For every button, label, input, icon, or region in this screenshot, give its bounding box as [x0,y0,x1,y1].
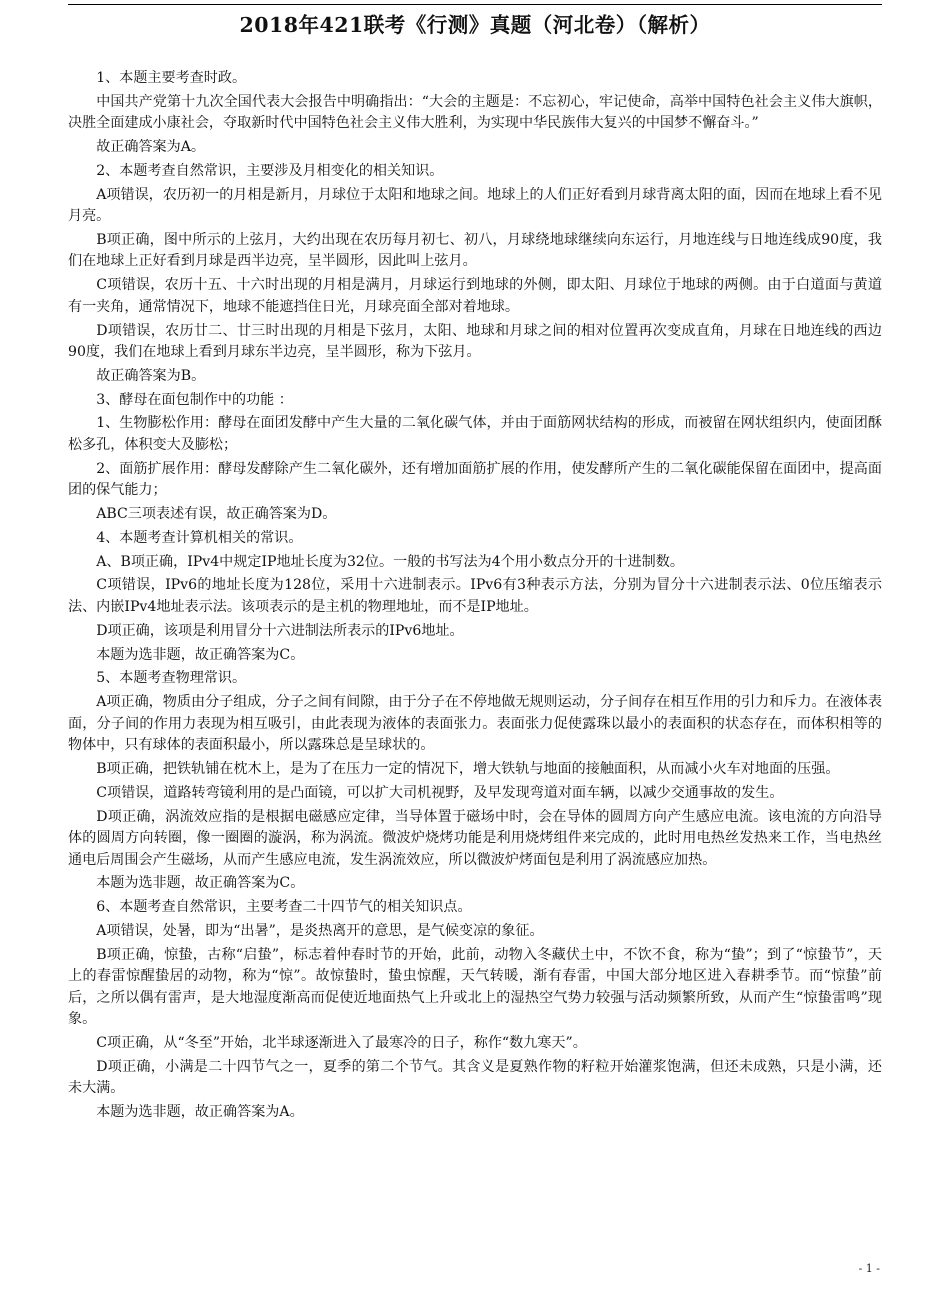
paragraph: D项正确，该项是利用冒分十六进制法所表示的IPv6地址。 [96,622,464,639]
paragraph: B项正确，惊蛰，古称“启蛰”，标志着仲春时节的开始，此前，动物入冬藏伏土中，不饮不食，称为“蛰”；到了“惊蛰节”，天上的春雷惊醒蛰居的动物，称为“惊”。故惊蛰时，蛰虫惊醒，天气转暖，渐有春雷，中国大部分地区进入春耕季节。而“惊蛰”前后，之所以偶有雷声，是大地湿度渐高而促使近地面热气上升或北上的湿热空气势力较强与活动频繁所致，从而产生“惊蛰雷鸣”现象。 [68,946,882,1028]
paragraph-q2-heading: 2、本题考查自然常识，主要涉及月相变化的相关知识。 [96,162,444,179]
paragraph: D项正确，涡流效应指的是根据电磁感应定律，当导体置于磁场中时，会在导体的圆周方向产生感应电流。该电流的方向沿导体的圆周方向转圈，像一圈圈的漩涡，称为涡流。微波炉烧烤功能是利用烧烤组件来完成的，此时用电热丝发热来工作，当电热丝通电后周围会产生磁场，从而产生感应电流，发生涡流效应，所以微波炉烤面包是利用了涡流感应加热。 [68,808,882,868]
paragraph-q1-heading: 1、本题主要考查时政。 [96,70,247,86]
page-number: - 1 - [858,1262,880,1275]
paragraph: A项正确，物质由分子组成，分子之间有间隙，由于分子在不停地做无规则运动，分子间存在相互作用的引力和斥力。在液体表面，分子间的作用力表现为相互吸引，由此表现为液体的表面张力。表面张力促使露珠以最小的表面积的状态存在，而体积相等的物体中，只有球体的表面积最小，所以露珠总是呈球状的。 [68,694,882,754]
paragraph-answer: 故正确答案为A。 [96,139,206,156]
paragraph: B项正确，把铁轨铺在枕木上，是为了在压力一定的情况下，增大铁轨与地面的接触面积，从而减小火车对地面的压强。 [96,760,840,777]
paragraph: A项错误，处暑，即为“出暑”，是炎热离开的意思，是气候变凉的象征。 [96,922,544,939]
paragraph-answer: 故正确答案为B。 [96,367,206,384]
paragraph: C项错误，道路转弯镜利用的是凸面镜，可以扩大司机视野，及早发现弯道对面车辆，以减少交通事故的发生。 [96,784,784,801]
paragraph-q4-heading: 4、本题考查计算机相关的常识。 [96,529,303,546]
paragraph: 2、面筋扩展作用：酵母发酵除产生二氧化碳外，还有增加面筋扩展的作用，使发酵所产生的二氧化碳能保留在面团中，提高面团的保气能力； [68,460,882,499]
paragraph: A项错误，农历初一的月相是新月，月球位于太阳和地球之间。地球上的人们正好看到月球背离太阳的面，因而在地球上看不见月亮。 [68,186,882,225]
paragraph: B项正确，图中所示的上弦月，大约出现在农历每月初七、初八，月球绕地球继续向东运行，月地连线与日地连线成90度，我们在地球上正好看到月球是西半边亮，呈半圆形，因此叫上弦月。 [68,231,882,270]
paragraph: C项错误，农历十五、十六时出现的月相是满月，月球运行到地球的外侧，即太阳、月球位于地球的两侧。由于白道面与黄道有一夹角，通常情况下，地球不能遮挡住日光，月球亮面全部对着地球。 [68,277,882,315]
page-title: 2018年421联考《行测》真题（河北卷）（解析） [239,13,711,37]
paragraph-answer: 本题为选非题，故正确答案为A。 [96,1104,304,1121]
paragraph: 中国共产党第十九次全国代表大会报告中明确指出：“大会的主题是：不忘初心，牢记使命，高举中国特色社会主义伟大旗帜，决胜全面建成小康社会，夺取新时代中国特色社会主义伟大胜利，为实现中华民族伟大复兴的中国梦不懈奋斗。” [68,93,882,132]
document-body [68,68,882,1126]
paragraph-q5-heading: 5、本题考查物理常识。 [96,670,247,687]
paragraph-q6-heading: 6、本题考查自然常识，主要考查二十四节气的相关知识点。 [96,899,472,916]
paragraph-answer: ABC三项表述有误，故正确答案为D。 [96,506,337,523]
paragraph-answer: 本题为选非题，故正确答案为C。 [96,875,305,892]
header-rule [68,4,882,5]
paragraph: C项正确，从“冬至”开始，北半球逐渐进入了最寒冷的日子，称作“数九寒天”。 [96,1035,587,1052]
paragraph-answer: 本题为选非题，故正确答案为C。 [96,646,305,663]
paragraph: D项正确，小满是二十四节气之一，夏季的第二个节气。其含义是夏熟作物的籽粒开始灌浆饱满，但还未成熟，只是小满，还未大满。 [68,1058,882,1097]
paragraph: 1、生物膨松作用：酵母在面团发酵中产生大量的二氧化碳气体，并由于面筋网状结构的形成，而被留在网状组织内，使面团酥松多孔，体积变大及膨松； [68,415,882,453]
paragraph-q3-heading: 3、酵母在面包制作中的功能 ： [96,391,293,408]
paragraph: C项错误，IPv6的地址长度为128位，采用十六进制表示。IPv6有3种表示方法，分别为冒分十六进制表示法、0位压缩表示法、内嵌IPv4地址表示法。该项表示的是主机的物理地址，而不是IP地址。 [68,577,882,615]
paragraph: A、B项正确，IPv4中规定IP地址长度为32位。一般的书写法为4个用小数点分开的十进制数。 [96,553,684,570]
paragraph: D项错误，农历廿二、廿三时出现的月相是下弦月，太阳、地球和月球之间的相对位置再次变成直角，月球在日地连线的西边90度，我们在地球上看到月球东半边亮，呈半圆形，称为下弦月。 [68,322,882,361]
